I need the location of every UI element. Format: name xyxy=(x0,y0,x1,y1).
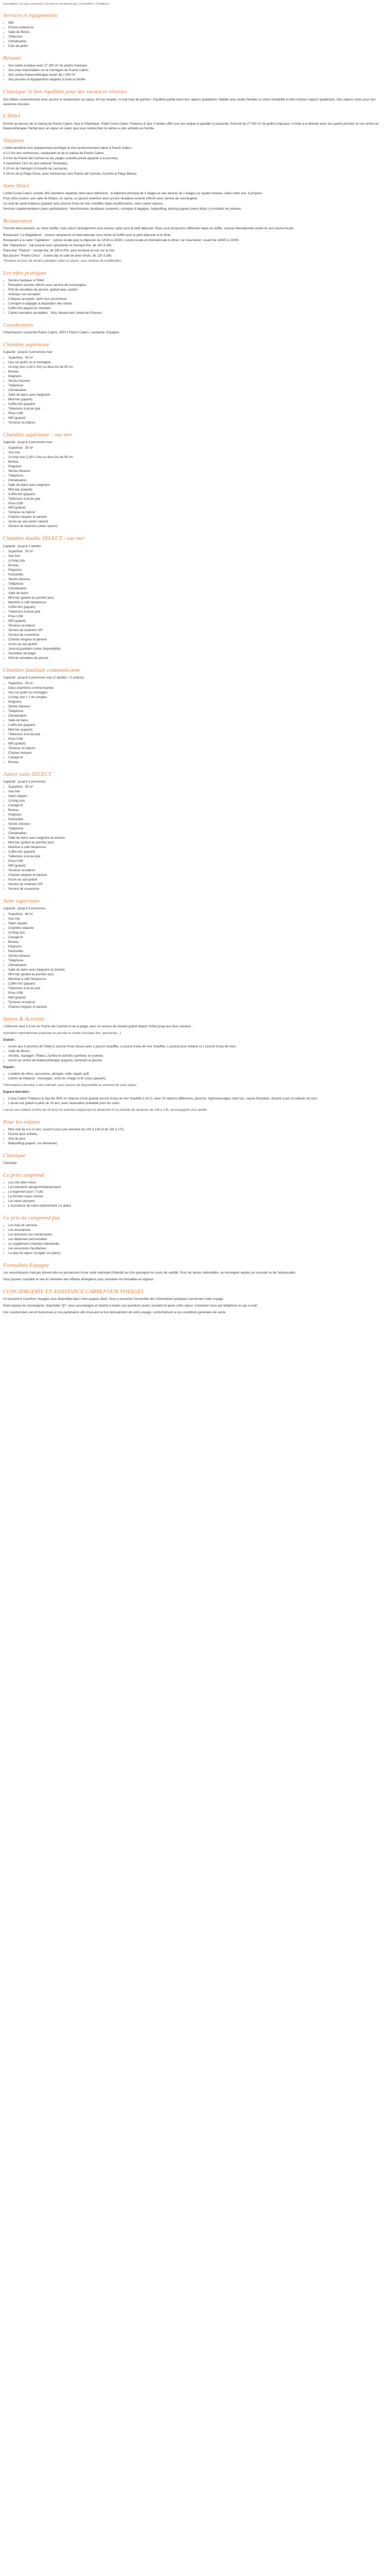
list-item: • Les assurances xyxy=(8,1228,388,1233)
classique-text: Des hôtels conventionnels avec piscine et restauration sur place. Ni trop simples, ni trop haut de gamme ! Equilibre parfait entre leur rapport qualité/prix, fiabilité avec toutes familles ou entre rentabilité et bien d'autres rapport qualité/prix. Des valeurs sûres pour des vacances réussies. xyxy=(3,97,376,106)
double-capacity: Capacité : jusqu'à 2 adultes xyxy=(3,545,41,548)
list-item: • Superficie : 50 m² xyxy=(8,682,388,686)
restauration-title: Restauration xyxy=(3,217,32,224)
paragraph-line: Piano-bar "Palacio" : lounge-bar, de 18h à 00h, avec terrasse et vue sur la mer, xyxy=(3,248,115,252)
list-item: • Babysitting (payant, sur demande). xyxy=(8,1142,388,1146)
list-item: • Climatisation xyxy=(8,714,388,719)
list-item: • Prêt de serviettes de piscine xyxy=(8,656,388,661)
hotel-title: L'Hôtel xyxy=(3,113,20,120)
list-item: • Ses vues imprenables sur la montagne de Puerto Calero xyxy=(8,69,388,73)
list-item: • Les taxes aéroport xyxy=(8,1199,388,1204)
list-item: • Peignoirs xyxy=(8,375,388,379)
list-item: • Bureau xyxy=(8,940,388,945)
list-item: • Les frais de services xyxy=(8,1224,388,1228)
list-item: • Piscine extérieure xyxy=(8,26,388,30)
list-item: • La formule repas choisie xyxy=(8,1195,388,1199)
double-list xyxy=(3,550,388,661)
list-item: • Salon séparé xyxy=(8,794,388,799)
list-item: • Salle de bains avec baignoire et douche xyxy=(8,836,388,841)
list-item: • Lit king size (1,80 x 2m) ou deux lits de 90 cm xyxy=(8,455,388,460)
list-item: • Mini club de 4 à 12 ans, ouvert 6 jours par semaine de 10h à 13h et de 15h à 17h, xyxy=(8,1128,388,1132)
list-item: • La taxe de séjour (à régler sur place) xyxy=(8,1251,388,1256)
list-item: • Accès au centre de thalassothérapie (payant), hammam et piscine. xyxy=(8,1059,388,1063)
list-item: • Peignoirs xyxy=(8,465,388,469)
suite-capacity: Capacité : jusqu'à 4 personnes xyxy=(3,907,46,911)
paragraph-line: L'hôtel bénéficie d'un emplacement privilégié et d'un environnement calme à Puerto Calero : xyxy=(3,146,134,150)
paragraph-line: A 15 km de l'aéroport d'Arrecife de Lanzarote, xyxy=(3,166,68,171)
list-item: • Animaux non acceptés xyxy=(8,293,388,297)
list-item: • Salle de bains avec baignoire et douche xyxy=(8,968,388,973)
junior-title: Junior suite SELECT xyxy=(3,771,52,777)
infos-list xyxy=(3,279,388,316)
list-item: • Terrasse ou balcon xyxy=(8,869,388,873)
paragraph-line: Un club de santé thalasso (payant) avec piscine d'eau de mer chauffée, bains bouillonnants, soins (selon saison), xyxy=(3,201,164,206)
list-item: • Deux chambres communicantes xyxy=(8,686,388,691)
list-item: • Aérobic, Aquagym, Pilates, Zumba et activités sportives en journée, xyxy=(8,1054,388,1059)
coordonnees-title: Coordonnées xyxy=(3,322,34,328)
list-item: • Service de couverture xyxy=(8,887,388,892)
list-item: • Pantoufles xyxy=(8,573,388,578)
list-item: • Location de vélos, excursions, plongée, voile, kayak, golf, xyxy=(8,1072,388,1077)
list-item: • Canapé-lit xyxy=(8,936,388,940)
list-item: • Salon séparé xyxy=(8,922,388,926)
list-item: • Le supplément chambre individuelle xyxy=(8,1242,388,1247)
hotel-text: Perché au-dessus de la marina de Puerto Calero, face à l'Atlantique, l'hôtel Costa Calero Thalasso & Spa, 4 étoiles offre une vue unique et paisible à Lanzarote. Entouré de 27 000 m² de jardins tropicaux, il invite à la détente avec ses quatre piscines et son centre de thalassothérapie. Parfait pour un séjour en soleil, que vous recherchiez le calme ou des activités en famille. xyxy=(3,122,379,130)
list-item: • Prise USB xyxy=(8,502,388,506)
list-item: • Prise USB xyxy=(8,859,388,864)
list-item: • Piscine pour enfants, xyxy=(8,1132,388,1137)
suite-list xyxy=(3,912,388,1010)
list-item: • Climatisation xyxy=(8,40,388,44)
paragraph-line: Bar-piscine "Puerto Chico" : snacks bar et salle de jeux/ loisirs, de 12h à 18h. xyxy=(3,253,112,258)
list-item: • Climatisation xyxy=(8,479,388,483)
enfants-list xyxy=(3,1128,388,1146)
list-item: • Superficie : 55 m² xyxy=(8,785,388,790)
list-item: • Téléphone xyxy=(8,384,388,388)
list-item: • Wifi (gratuit) xyxy=(8,996,388,1001)
conditions-text-2: Notre équipe de conciergerie, disponible 7j/7, vous accompagne et répond à toutes vos questions avant, pendant et après votre séjour. Contactez-nous par téléphone ou par e-mail. xyxy=(3,1304,258,1308)
list-item: • Accès au spa (selon saison) xyxy=(8,520,388,524)
paragraph-line: Bar "Habaneros" : bar-piscine avec spectacles et musique live, de 10h à 00h, xyxy=(3,244,112,247)
list-item: • Peignoirs xyxy=(8,700,388,705)
list-item: • Wifi (gratuit) xyxy=(8,742,388,747)
paragraph-line: A seulement 3 km du port national Timanfaya, xyxy=(3,161,68,165)
resume-list xyxy=(3,64,388,82)
gratuit-list xyxy=(3,1045,388,1063)
formalites-title: Formalités Espagne xyxy=(3,1262,49,1268)
list-item: • Télévision à écran plat xyxy=(8,855,388,859)
conditions-text-1: Un document Carrefour Voyages sera disponible dans votre espace client. Vous y trouverez l'ensemble des informations pratiques concernant votre voyage. xyxy=(3,1297,224,1301)
classique-title: Classique, le bon équilibre pour des vacances réussies xyxy=(3,89,127,95)
list-item: • Téléphone xyxy=(8,474,388,479)
paragraph-line: A 18 km de la Playa Chica, avec commerces vers Puerto del Carmen, Arrecife et Playa Blanca. xyxy=(3,172,138,176)
list-item: • Machine à café Nespresso xyxy=(8,977,388,982)
list-item: • Mini-bar (gratuit au premier jour) xyxy=(8,973,388,977)
junior-capacity: Capacité : jusqu'à 3 personnes xyxy=(3,780,46,784)
list-item: • Machine à café Nespresso xyxy=(8,845,388,850)
list-item: • Peignoirs xyxy=(8,568,388,573)
list-item: • Chaises longues et parasol xyxy=(8,1005,388,1010)
list-item: • Wifi (gratuit) xyxy=(8,864,388,869)
restauration-intro: Formule demi-pension, au choix (buffet, mais selon l'arrangement vous pouvez opter pour le petit déjeuner. Nous vous proposons différents repas en buffet, cuisine internationale variée et une cuisine locale. xyxy=(3,227,295,231)
list-item: • Téléphone xyxy=(8,827,388,832)
list-item: • Superficie : 60 m² xyxy=(8,912,388,917)
list-item: • Sèche-cheveux xyxy=(8,822,388,827)
restauration-note: *Horaires et jours de service variables selon la saison, sous réserve de modification. xyxy=(3,259,122,263)
list-item: • Terrasse ou balcon xyxy=(8,1001,388,1005)
list-item: • Le logement pour 7 nuits xyxy=(8,1190,388,1195)
list-item: • Service boutique à l'hôtel xyxy=(8,279,388,283)
payant-note: *Informations données à titre indicatif, sous réserve de disponibilité au moment de votre séjour. xyxy=(3,1083,138,1087)
list-item: • Vue mer xyxy=(8,790,388,794)
paragraph-line: Restaurant à la carte "Capitanes" : cuisine locale pour le déjeuner de 12h30 à 15h00, cuisine locale et internationale le dîner, sur réservation, ouvert de 18h00 à 22h00. xyxy=(3,239,240,243)
list-item: • Coffre-fort payant en chambre xyxy=(8,307,388,311)
list-item: • Ses piscines et équipements adaptés à toute la famille xyxy=(8,78,388,82)
list-item: • Mini-bar (gratuit au premier jour) xyxy=(8,841,388,845)
prix-pas-list xyxy=(3,1224,388,1256)
list-item: • Sèche-cheveux xyxy=(8,469,388,474)
list-item: • Coffre-fort (payant) xyxy=(8,850,388,855)
restauration-lines xyxy=(3,233,388,259)
list-item: • Vue sur jardin ou la montagne xyxy=(8,361,388,365)
chambre-sup-capacity: Capacité : jusqu'à 3 personnes max xyxy=(3,351,53,354)
payant-list xyxy=(3,1072,388,1081)
list-item: • Wifi (gratuit) xyxy=(8,619,388,624)
list-item: • Coffre-fort (payant) xyxy=(8,493,388,497)
list-item: • Téléphone xyxy=(8,959,388,963)
list-item: • Son cadre exotique avec 27 000 m² de jardins tropicaux xyxy=(8,64,388,69)
list-item: • Chambre séparée xyxy=(8,926,388,931)
paragraph-line: A 1.5 km des commerces, restaurants et de la marina de Puerto Calero, xyxy=(3,151,105,155)
list-item: • Service de chambre VIP xyxy=(8,883,388,887)
list-item: • Prise USB xyxy=(8,737,388,742)
list-item: • Télévision à écran plat xyxy=(8,497,388,502)
list-item: • Costa Calero Thalasso & Spa de 2500 m² dispose d'une grande piscine d'eau de mer chauffée à 32°C, avec 30 stations différentes, jacuzzis, hydromassages, bain turc, sauna finlandais, douche à jets et cabines de soin, xyxy=(8,1097,388,1101)
list-item: • Prise USB xyxy=(8,412,388,416)
conditions-text-3: Vos coordonnées seront transmises à nos partenaires afin d'assurer le bon déroulement de votre voyage, conformément à nos conditions générales de vente. xyxy=(3,1311,226,1314)
situation-title: Situation xyxy=(3,137,24,144)
list-item: • Les transferts aéroport/hôtel/aéroport xyxy=(8,1185,388,1190)
list-item: • Canapé-lit xyxy=(8,804,388,808)
list-item: • Salle de bains xyxy=(8,719,388,723)
list-item: • Service de couverture xyxy=(8,633,388,638)
paragraph-line: Pour votre confort, une salle de fitness, un sauna, un jacuzzi extérieur ainsi qu'une réception ouverte 24h/24 avec service de conciergerie. xyxy=(3,196,198,200)
services-title: Services et équipements xyxy=(3,12,58,19)
list-item: • Lit king size + 2 lits simples xyxy=(8,696,388,700)
espace-note: L'accès aux enfants (moins de 16 ans) est autorisé uniquement le dimanche et en période de vacances de 10h à 13h, accompagnés d'un adulte. xyxy=(3,1108,208,1112)
familiale-title: Chambre familiale communicante xyxy=(3,667,80,673)
infos-title: Les infos pratiques xyxy=(3,269,46,276)
list-item: • Sèche-cheveux xyxy=(8,379,388,384)
list-item: • Coffre-fort (payant) xyxy=(8,723,388,728)
list-item: • Bureau xyxy=(8,808,388,813)
votre-hotel-lines xyxy=(3,192,388,212)
list-item: • Vue mer xyxy=(8,917,388,922)
chambre-vue-title: Chambre supérieure - vue mer xyxy=(3,431,73,438)
paragraph-line: Services supplémentaires (avec participation) : blanchisserie, boutiques souvenirs, consigne à bagages, babysitting, parking payant (selon dispo.) et location de voitures. xyxy=(3,207,242,211)
list-item: • Prêt de serviettes de piscine, gratuit avec caution xyxy=(8,288,388,293)
espace-title: Espace bien-être : xyxy=(3,1090,31,1094)
suite-title: Suite supérieure xyxy=(3,898,40,905)
list-item: • Prise USB xyxy=(8,615,388,619)
list-item: • Sèche-cheveux xyxy=(8,705,388,709)
chambre-vue-capacity: Capacité : jusqu'à 3 personnes max xyxy=(3,441,53,444)
list-item: • Salle de bains xyxy=(8,591,388,596)
list-item: • Mini-bar (gratuit au premier jour) xyxy=(8,596,388,601)
list-item: • Consigne à bagages à disposition des clients xyxy=(8,302,388,307)
formalites-text: Les ressortissants français doivent être en possession d'une carte nationale d'identité ou d'un passeport en cours de validité. Pour les autres nationalités, se renseigner auprès du consulat ou de l'ambassade. xyxy=(3,1270,296,1275)
list-item: • Télévision xyxy=(8,35,388,40)
list-item: • Chèques acceptés, tarifs hors promotions xyxy=(8,297,388,302)
sports-intro: L'hôtel est situé à 5 km de Puerto del Carmen et de la plage, avec un service de navette gratuit depuis l'hôtel jusqu'aux lieux suivants : xyxy=(3,1024,193,1028)
resume-title: Résumé xyxy=(3,55,21,62)
list-item: • Coffre-fort (payant) xyxy=(8,605,388,610)
list-item: • Chaises longues et parasol xyxy=(8,873,388,878)
enfants-title: Pour les enfants xyxy=(3,1118,40,1125)
prix-title: Ce prix comprend xyxy=(3,1172,44,1178)
classique2-sub: Classique xyxy=(3,1161,17,1165)
list-item: • Journal quotidien (selon disponibilité) xyxy=(8,647,388,652)
list-item: • Salle de bains avec baignoire xyxy=(8,393,388,398)
list-item: • Service de chambre VIP xyxy=(8,629,388,633)
paragraph-line: A 5 km de Puerto del Carmen et ses plages (navette privée payante à la journée), xyxy=(3,156,119,160)
paragraph-line: Restaurant "La Magdalena" : cuisine canarienne et internationale sous forme de buffet pour le petit déjeuner et le dîner xyxy=(3,233,171,238)
list-item: • Mini-bar (payant) xyxy=(8,398,388,402)
list-item: • Climatisation xyxy=(8,587,388,591)
payant-title: Payant : xyxy=(3,1065,16,1069)
junior-list xyxy=(3,785,388,892)
list-item: • Lit king size xyxy=(8,799,388,804)
list-item: • L'accès est gratuit à partir de 16 ans, avec réservation préalable pour les soins. xyxy=(8,1101,388,1106)
list-item: • Centre de thalasso : massages, soins du visage et du corps (payant). xyxy=(8,1077,388,1081)
situation-lines xyxy=(3,146,388,177)
list-item: • Accès au spa gratuit xyxy=(8,642,388,647)
list-item: • Réception ouverte 24h/24 avec service de conciergerie xyxy=(8,283,388,288)
sports-title: Sports & Activités xyxy=(3,1015,44,1022)
list-item: • Prise USB xyxy=(8,991,388,996)
list-item: • Les excursions facultatives xyxy=(8,1247,388,1251)
list-item: • Les dépenses personnelles xyxy=(8,1238,388,1242)
formalites-text-2: Vous pouvez consulter le site du ministère des Affaires étrangères pour connaître les formalités en vigueur. xyxy=(3,1277,154,1281)
list-item: • Télévision à écran plat xyxy=(8,733,388,737)
section-links: Description | Ce prix comprend | Ce prix ne comprend pas | Formalités | Conditions xyxy=(3,3,109,6)
votre-hotel-title: Votre Hôtel xyxy=(3,182,29,189)
gratuit-title: Gratuit : xyxy=(3,1038,16,1042)
chambre-sup-list xyxy=(3,356,388,426)
list-item: • Climatisation xyxy=(8,963,388,968)
list-item: • Pantoufles xyxy=(8,818,388,822)
list-item: • Superficie : 35 m² xyxy=(8,356,388,361)
list-item: • Superficie : 35 m² xyxy=(8,550,388,554)
list-item: • Lit king size xyxy=(8,931,388,936)
list-item: • Son centre thalassothérapie ouvert de 2 500 m² xyxy=(8,73,388,78)
classique2-title: Classique xyxy=(3,1152,26,1159)
list-item: • Bureau xyxy=(8,460,388,465)
list-item: • Accès aux 4 piscines de l'hôtel (1 piscine d'eau douce avec 1 jacuzzi chauffée, 1 piscine d'eau de mer chauffée, 1 piscine pour enfants et 1 piscine d'eau de mer), xyxy=(8,1045,388,1049)
familiale-list xyxy=(3,682,388,765)
list-item: • Cartes bancaires acceptées : Visa, Mastercard, American Express xyxy=(8,311,388,316)
paragraph-line: L'hôtel Costa Calero compte 395 chambres réparties dans deux bâtiments : le bâtiment principal de 3 étages et une annexe de 2 étages sur quatre niveaux, reliés entre eux. Il propose : xyxy=(3,191,264,195)
list-item: • Bureau xyxy=(8,564,388,568)
list-item: • Bureau xyxy=(8,370,388,375)
conditions-title: CONCIERGERIE ET ASSISTANCE CARREFOUR VOYAGES xyxy=(3,1288,144,1295)
list-item: • Lit king size (1,80 x 2m) ou deux lits de 90 cm xyxy=(8,365,388,370)
list-item: • Wifi (gratuit) xyxy=(8,416,388,421)
list-item: • Coin de jardin xyxy=(8,44,388,49)
familiale-capacity: Capacité : jusqu'à 5 personnes max (2 adultes + 3 enfants) xyxy=(3,676,84,680)
list-item: • Salle de fitness xyxy=(8,1049,388,1054)
list-item: • Coffre-fort (payant) xyxy=(8,402,388,407)
list-item: • Coffre-fort (payant) xyxy=(8,982,388,987)
coordonnees-text: Urbanización Lanzarote Puerto Calero, 35571 Puerto Calero, Lanzarote, Espagne. xyxy=(3,331,120,335)
list-item: • Vue mer xyxy=(8,554,388,559)
list-item: • Peignoirs xyxy=(8,945,388,950)
list-item: • Sèche-cheveux xyxy=(8,954,388,959)
list-item: • Téléphone xyxy=(8,709,388,714)
list-item: • Lit king size xyxy=(8,559,388,564)
list-item: • Mini-bar (payant) xyxy=(8,728,388,733)
list-item: • Terrasse ou balcon xyxy=(8,511,388,515)
list-item: • Chaises longues et parasol xyxy=(8,638,388,642)
list-item: • Chaises longues xyxy=(8,751,388,756)
list-item: • Superficie : 35 m² xyxy=(8,446,388,451)
list-item: • Télévision à écran plat xyxy=(8,610,388,615)
list-item: • Téléphone xyxy=(8,582,388,587)
list-item: • Pantoufles xyxy=(8,950,388,954)
list-item: • Climatisation xyxy=(8,832,388,836)
sports-note: Animation internationale proposée en journée et soirée (musique live, spectacles...) xyxy=(3,1031,121,1035)
list-item: • Vue mer xyxy=(8,451,388,455)
espace-list xyxy=(3,1097,388,1106)
list-item: • Service de chambre (selon saison) xyxy=(8,524,388,529)
list-item: • Salle de fitness xyxy=(8,30,388,35)
list-item: • Peignoirs xyxy=(8,813,388,818)
list-item: • Terrasse ou balcon xyxy=(8,747,388,751)
prix-list xyxy=(3,1181,388,1209)
chambre-sup-title: Chambre supérieure xyxy=(3,342,50,348)
list-item: • Les boissons non mentionnées xyxy=(8,1233,388,1238)
list-item: • Télévision à écran plat xyxy=(8,987,388,991)
list-item: • Machine à café Nespresso xyxy=(8,601,388,605)
list-item: • Terrasse ou balcon xyxy=(8,624,388,629)
list-item: • Aire de jeux, xyxy=(8,1137,388,1142)
list-item: • L'assistance de notre représentant sur place xyxy=(8,1204,388,1209)
chambre-vue-list xyxy=(3,446,388,530)
double-title: Chambre double SELECT - vue mer xyxy=(3,535,85,542)
list-item: • Climatisation xyxy=(8,388,388,393)
list-item: • Sèche-cheveux xyxy=(8,578,388,582)
list-item: • Mini-bar (payant) xyxy=(8,488,388,493)
list-item: • Wifi (gratuit) xyxy=(8,506,388,511)
list-item: • Accès au spa gratuit xyxy=(8,878,388,883)
list-item: • Terrasse ou balcon xyxy=(8,421,388,426)
prix-pas-title: Ce prix ne comprend pas xyxy=(3,1214,60,1221)
list-item: • Vue sur jardin ou montagne xyxy=(8,691,388,696)
list-item: • Bureau xyxy=(8,760,388,765)
list-item: • Serviettes de plage xyxy=(8,652,388,656)
list-item: • Chaises longues et parasol xyxy=(8,515,388,520)
services-list xyxy=(3,21,388,49)
list-item: • Salle de bains avec baignoire xyxy=(8,483,388,488)
list-item: • Canapé-lit xyxy=(8,756,388,760)
list-item: • Télévision à écran plat xyxy=(8,407,388,412)
list-item: • Wifi xyxy=(8,21,388,26)
list-item: • Les vols aller-retour xyxy=(8,1181,388,1185)
